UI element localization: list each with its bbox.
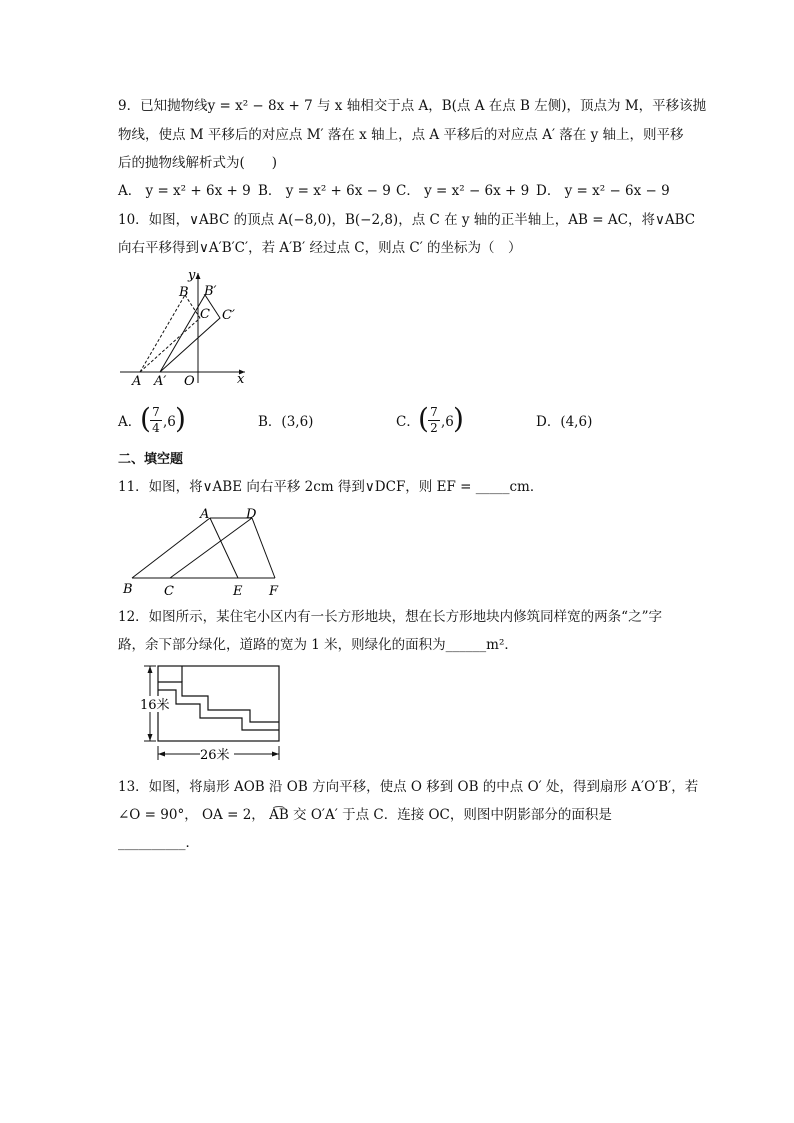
label-f: F (269, 584, 279, 599)
label-a-prime: A′ (154, 374, 167, 389)
q10-option-c-den: 2 (430, 421, 438, 435)
q13-line-2: ∠O = 90°， OA = 2， A͡B 交 O′A′ 于点 C．连接 OC，则图中阴影部分的面积是 (118, 807, 612, 823)
q10-option-d-letter: D． (536, 414, 561, 430)
q9-line-3: 后的抛物线解析式为( ) (118, 155, 278, 171)
q10-option-c-num: 7 (430, 405, 438, 419)
q11-figure (120, 505, 290, 597)
y-axis-arrow (196, 273, 201, 279)
paren-left: ( (140, 402, 151, 435)
label-c-prime: C′ (222, 308, 235, 323)
label-y: y (188, 268, 196, 283)
q9-option-a[interactable]: A． y = x² + 6x + 9 (118, 183, 251, 199)
segment-ac (140, 318, 200, 372)
segment-dc (170, 518, 252, 578)
width-label: 26米 (200, 748, 230, 763)
label-b: B (179, 285, 189, 300)
segment-df (252, 518, 275, 578)
q10-option-b[interactable] (258, 412, 313, 432)
height-arrow-top (148, 666, 153, 673)
label-o: O (184, 374, 195, 389)
q9-option-d[interactable]: D． y = x² − 6x − 9 (536, 183, 670, 199)
label-b-prime: B′ (204, 284, 217, 299)
segment-ae (210, 518, 238, 578)
q9-option-b[interactable]: B． y = x² + 6x − 9 (258, 183, 391, 199)
q9-line-1: 9．已知抛物线y = x² − 8x + 7 与 x 轴相交于点 A，B(点 A 在点 B 左侧)，顶点为 M，平移该抛 (118, 98, 707, 114)
q12-line-2: 路，余下部分绿化，道路的宽为 1 米，则绿化的面积为______m²． (118, 637, 518, 653)
q10-option-b-letter: B． (258, 414, 282, 430)
section-title: 二、填空题 (118, 452, 184, 467)
label-c: C (200, 307, 210, 322)
q10-option-c-letter: C． (396, 414, 420, 430)
q10-option-d[interactable] (536, 412, 592, 432)
q10-option-d-text: (4,6) (560, 414, 593, 430)
label-a: A (132, 374, 142, 389)
q10-figure (120, 265, 260, 393)
segment-ab (140, 295, 185, 372)
q10-line-2: 向右平移得到∨A′B′C′，若 A′B′ 经过点 C，则点 C′ 的坐标为（ ） (118, 240, 522, 256)
width-arrow-left (158, 752, 165, 757)
label-b: B (123, 582, 133, 597)
q12-figure (120, 660, 290, 764)
paren-left: ( (418, 402, 429, 435)
q9-line-2: 物线，使点 M 平移后的对应点 M′ 落在 x 轴上，点 A 平移后的对应点 A′ 落在 y 轴上，则平移 (118, 127, 684, 143)
paren-right: ) (453, 402, 464, 435)
label-c: C (164, 584, 174, 599)
q10-option-c-tail: ,6 (441, 414, 454, 430)
label-d: D (246, 507, 257, 522)
q10-option-a-den: 4 (152, 421, 160, 435)
q10-option-a-tail: ,6 (163, 414, 176, 430)
label-e: E (233, 584, 243, 599)
q10-option-a-letter: A． (118, 414, 142, 430)
label-x: x (237, 372, 245, 387)
segment-ab (132, 518, 210, 578)
width-arrow-right (272, 752, 279, 757)
height-arrow-bottom (148, 734, 153, 741)
q10-option-a-num: 7 (152, 405, 160, 419)
paren-right: ) (175, 402, 186, 435)
q10-option-b-text: (3,6) (281, 414, 314, 430)
q13-line-1: 13．如图，将扇形 AOB 沿 OB 方向平移，使点 O 移到 OB 的中点 O′ 处，得到扇形 A′O′B′，若 (118, 779, 699, 795)
q10-line-1: 10．如图，∨ABC 的顶点 A(−8,0)，B(−2,8)，点 C 在 y 轴的正半轴上，AB = AC，将∨ABC (118, 212, 696, 228)
q11-line-1: 11．如图，将∨ABE 向右平移 2cm 得到∨DCF，则 EF = _____cm． (118, 479, 544, 495)
triangle-a-prime-b-prime-c-prime (160, 295, 220, 372)
q12-line-1: 12．如图所示，某住宅小区内有一长方形地块，想在长方形地块内修筑同样宽的两条“之”字 (118, 609, 662, 625)
q9-option-c[interactable]: C． y = x² − 6x + 9 (396, 183, 530, 199)
q13-line-3: __________． (118, 835, 199, 851)
label-a: A (200, 507, 210, 522)
height-label: 16米 (140, 698, 170, 713)
